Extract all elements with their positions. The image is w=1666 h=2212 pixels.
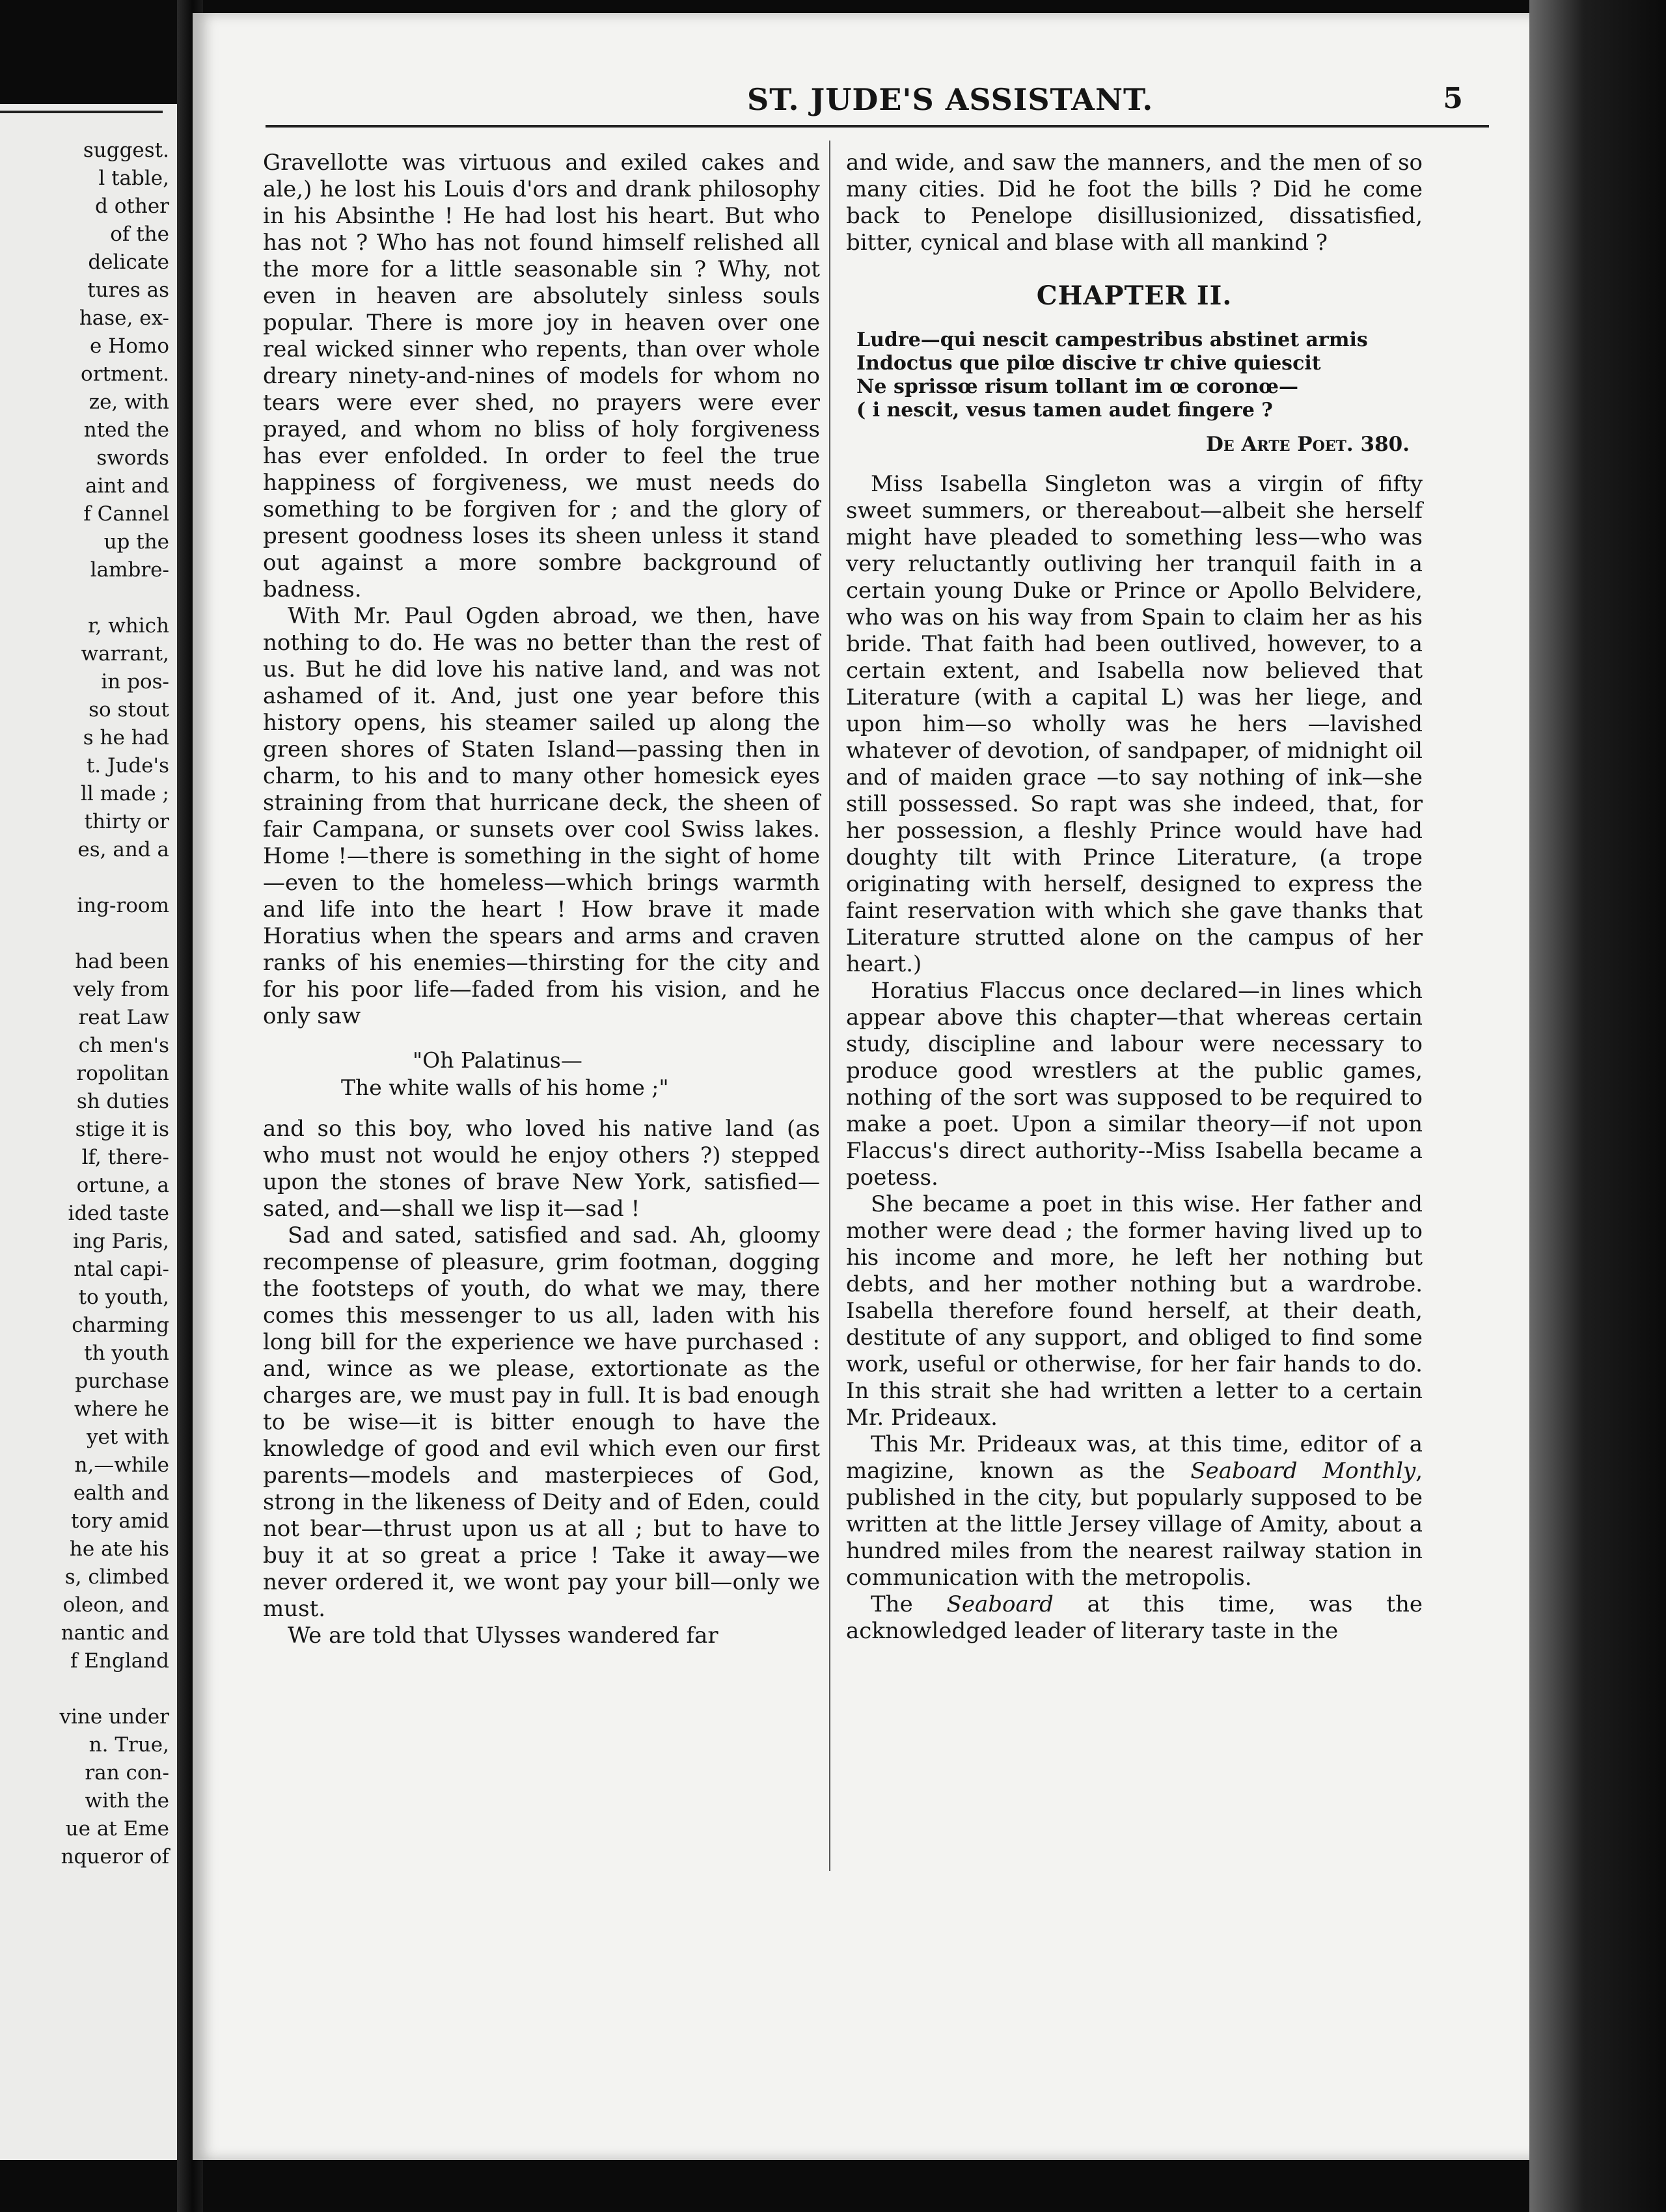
main-page [193,13,1535,2160]
left-page-text [0,137,169,1871]
left-page-line: where he [74,1397,169,1421]
text-run: at this time, was the acknowledged leader of literary taste in the [846,1591,1423,1644]
text-run: , published in the city, but popularly supposed to be written at the little Jersey village of Amity, about a hundred miles from the nearest railway station in communication with the metropolis. [846,1458,1423,1591]
left-page-line: lambre- [90,558,169,582]
left-page-line: had been [75,950,169,973]
left-page-line: th youth [84,1342,169,1365]
paragraph: Gravellotte was virtuous and exiled cakes and ale,) he lost his Louis d'ors and drank philosophy in his Absinthe ! He had lost his heart. But who has not ? Who has not found himself relished all the more for a little seasonable sin ? Why, not even in heaven are absolutely sinless souls popular. There is more joy in heaven over one real wicked sinner who repents, than over whole dreary ninety-and-nines of models for whom no tears were ever shed, no prayers were ever prayed, and whom no bliss of holy forgiveness has ever enfolded. In order to feel the true happiness of forgiveness, we must needs do something to be forgiven for ; and the glory of present goodness loses its sheen unless it stand out against a more sombre background of badness. [263,150,820,602]
left-page-line: ll made ; [80,782,169,805]
epigraph-line: Ludre—qui nescit campestribus abstinet armis [856,329,1368,351]
epigraph-attribution: De Arte Poet. 380. [1205,433,1410,456]
left-page-line: of the [110,223,169,246]
left-page-line: d other [95,195,169,218]
paragraph: She became a poet in this wise. Her father and mother were dead ; the former having lived up to his income and more, he left her nothing but debts, and her mother nothing but a wardrobe. Isabella therefore found herself, at their death, destitute of any support, and obliged to find some work, useful or otherwise, for her fair hands to do. In this strait she had written a letter to a certain Mr. Prideaux. [846,1191,1423,1431]
left-page-line: tory amid [71,1509,169,1533]
left-page-line: ze, with [89,390,169,414]
left-page-line: so stout [89,698,169,722]
left-page-line: vine under [59,1705,169,1729]
paragraph [846,1431,1423,1591]
left-page-line: ch men's [78,1034,169,1057]
left-page-line: thirty or [84,810,169,833]
left-page-line: es, and a [77,838,169,861]
paragraph: We are told that Ulysses wandered far [288,1623,718,1649]
left-page-line: nantic and [61,1621,169,1645]
right-column [846,150,1423,1645]
left-page-line: up the [103,530,169,554]
paragraph: Horatius Flaccus once declared—in lines which appear above this chapter—that whereas certain study, discipline and labour were necessary to produce good wrestlers at the public games, nothing of the sort was supposed to be required to make a poet. Upon a similar theory—if not upon Flaccus's direct authority--Miss Isabella became a poetess. [846,978,1423,1191]
left-page-line: he ate his [69,1537,169,1561]
left-page-line: s, climbed [64,1565,169,1589]
left-page-line: warrant, [81,642,169,666]
left-page-line: ue at Eme [65,1817,169,1841]
left-page-line: e Homo [90,334,169,358]
paragraph [846,1591,1423,1645]
paragraph: and wide, and saw the manners, and the men of so many cities. Did he foot the bills ? Did he come back to Penelope disillusionized, dissatisfied, bitter, cynical and blase with all mankind ? [846,150,1423,256]
left-page-line: t. Jude's [86,754,169,777]
epigraph-line: Indoctus que pilœ discive tr chive quiescit [856,352,1321,375]
column-divider [829,141,830,1871]
left-page-line: s he had [83,726,169,749]
left-page-line: charming [72,1314,169,1337]
left-page-line: delicate [88,250,169,274]
page-edge-shadow [1529,0,1666,2212]
left-page-line [0,584,169,612]
left-page-line: n,—while [74,1453,169,1477]
left-page-header-rule [0,111,163,113]
left-partial-page [0,104,177,2160]
paragraph: With Mr. Paul Ogden abroad, we then, have nothing to do. He was no better than the rest of us. But he did love his native land, and was not ashamed of it. And, just one year before this history opens, his steamer sailed up along the green shores of Staten Island—passing then in charm, to his and to many other homesick eyes straining from that hurricane deck, the sheen of fair Campana, or sunsets over cool Swiss lakes. Home !—there is something in the sight of home—even to the homeless—which brings warmth and life into the heart ! How brave it made Horatius when the spears and arms and craven ranks of his enemies—thirsting for the city and for his poor life—faded from his vision, and he only saw [263,603,820,1029]
epigraph-line: ( i nescit, vesus tamen audet fingere ? [856,399,1273,422]
left-page-line [0,1675,169,1703]
left-page-line: ing Paris, [72,1230,169,1253]
poem-line: The white walls of his home ;" [341,1075,669,1100]
left-page-line: tures as [87,278,169,302]
left-page-line [0,920,169,948]
left-page-line: with the [85,1789,169,1813]
header-rule [266,125,1489,128]
left-page-line: ortune, a [76,1174,169,1197]
left-page-line: l table, [98,167,169,190]
left-page-line: yet with [86,1425,169,1449]
left-page-line: f Cannel [83,502,169,526]
running-head: ST. JUDE'S ASSISTANT. [747,82,1154,117]
left-page-line: ropolitan [76,1062,169,1085]
page-number: 5 [1443,82,1463,115]
left-page-line: vely from [73,978,169,1001]
left-page-line: lf, there- [81,1146,169,1169]
poem-quote [263,1047,820,1101]
text-run: This Mr. Prideaux was, at this time, editor of a magizine, known as the [846,1431,1423,1484]
left-page-line: n. True, [89,1733,169,1757]
left-page-line: hase, ex- [79,306,169,330]
text-run: The [871,1591,947,1617]
poem-line: "Oh Palatinus— [413,1047,582,1073]
paragraph: Miss Isabella Singleton was a virgin of fifty sweet summers, or thereabout—albeit she herself might have pleaded to something less—who was very reluctantly outliving her tranquil faith in a certain young Duke or Prince or Apollo Belvidere, who was on his way from Spain to claim her as his bride. That faith had been outlived, however, to a certain extent, and Isabella now believed that Literature (with a capital L) was her liege, and upon him—so wholly was he hers —lavished whatever of devotion, of sandpaper, of midnight oil and of maiden grace —to say nothing of ink—she still possessed. So rapt was she indeed, that, for her possession, a fleshly Prince would have had doughty tilt with Prince Literature, (a trope originating with herself, designed to express the faint reservation with which she gave thanks that Literature strutted alone on the campus of her heart.) [846,471,1423,977]
left-page-line: to youth, [78,1286,169,1309]
left-page-line: purchase [75,1369,169,1393]
epigraph [846,329,1423,422]
left-page-line: swords [96,446,169,470]
left-page-line: ided taste [68,1202,169,1225]
left-page-line: ran con- [85,1761,169,1785]
left-page-line: ing-room [77,894,169,917]
left-page-line: stige it is [75,1118,169,1141]
left-page-line: aint and [85,474,169,498]
left-page-line: ntal capi- [74,1258,169,1281]
paragraph: and so this boy, who loved his native land (as who must not would he enjoy others ?) stepped upon the stones of brave New York, satisfied—sated, and—shall we lisp it—sad ! [263,1116,820,1222]
left-page-line: suggest. [83,139,169,162]
left-page-line: nqueror of [61,1845,169,1868]
left-page-line: in pos- [101,670,169,694]
left-page-line: oleon, and [62,1593,169,1617]
left-page-line: f England [70,1649,169,1673]
epigraph-line: Ne sprissœ risum tollant im œ coronœ— [856,375,1298,398]
page-header [266,82,1463,128]
left-column [263,150,820,1649]
paragraph: Sad and sated, satisfied and sad. Ah, gloomy recompense of pleasure, grim footman, dogging the footsteps of youth, do what we may, there comes this messenger to us all, laden with his long bill for the experience we have purchased : and, wince as we please, extortionate as the charges are, we must pay in full. It is bad enough to be wise—it is bitter enough to have the knowledge of good and evil which even our first parents—models and masterpieces of God, strong in the likeness of Deity and of Eden, could not bear—thrust upon us at all ; but to have to buy it at so great a price ! Take it away—we never ordered it, we wont pay your bill—only we must. [263,1222,820,1622]
magazine-title: Seaboard Monthly [1190,1458,1416,1484]
left-page-line: ealth and [73,1481,169,1505]
left-page-line: nted the [83,418,169,442]
left-page-line: sh duties [76,1090,169,1113]
left-page-line [0,864,169,892]
chapter-title: CHAPTER II. [1036,280,1233,311]
left-page-line: ortment. [81,362,169,386]
left-page-line: r, which [88,614,169,638]
left-page-line: reat Law [78,1006,169,1029]
magazine-title: Seaboard [946,1591,1054,1617]
